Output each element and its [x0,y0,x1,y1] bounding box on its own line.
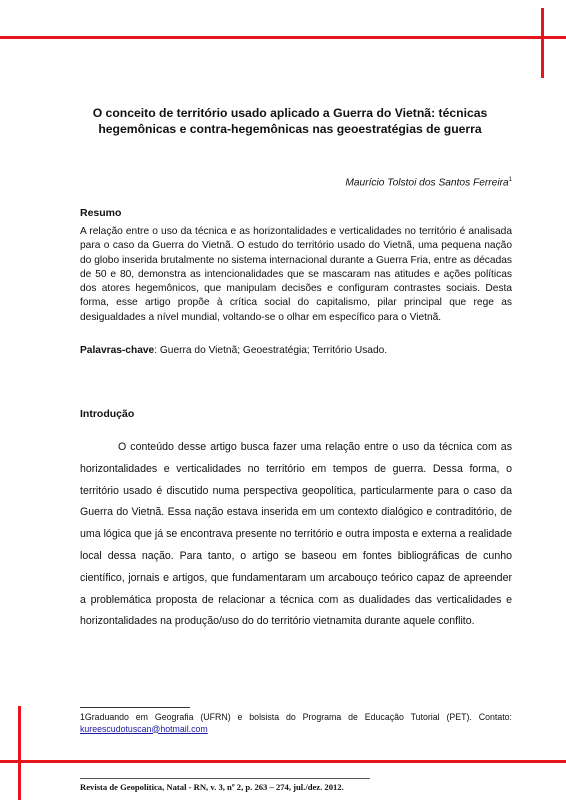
abstract-text: A relação entre o uso da técnica e as horizontalidades e verticalidades no território é analisada para o caso da Guerra do Vietnã. O estudo do território usado do Vietnã, uma pequena nação do globo inserida brutalmente no sistema internacional durante a Guerra Fria, entre as décadas de 50 e 80, demonstra as intencionalidades que se mascaram nas atitudes e ações políticas dos atores hegemônicos, que manipulam decisões e configuram contrastes sociais. Desta forma, esse artigo propõe à crítica social do capitalismo, pilar principal que rege as desigualdades a nível mundial, voltando-se o olhar em específico para o Vietnã. [80,226,512,323]
top-right-tick [541,8,544,78]
author-line [300,177,512,188]
author-name: Maurício Tolstoi dos Santos Ferreira [345,177,509,189]
footnote-email-link[interactable]: kureescudotuscan@hotmail.com [80,723,208,734]
keywords-label: Palavras-chave [80,345,155,356]
bottom-left-tick [18,706,21,800]
footnote-separator [80,707,190,708]
keywords-text: : Guerra do Vietnã; Geoestratégia; Território Usado. [154,345,388,356]
footnote [80,712,512,735]
introduction-heading: Introdução [80,408,135,420]
keywords [80,345,512,356]
introduction-text: O conteúdo desse artigo busca fazer uma relação entre o uso da técnica com as horizontalidades e verticalidades no território em tempos de guerra. Dessa forma, o território usado é discutido numa perspectiva geopolítica, particularmente para o caso da Guerra do Vietnã. Essa nação estava inserida em um contexto dialógico e contraditório, de uma lógica que já se encontrava presente no território e outra imposta e externa a realidade local dessa nação. Para tanto, o artigo se baseou em fontes bibliográficas de cunho científico, jornais e artigos, que fundamentaram um arcabouço teórico capaz de apreender a problemática proposta de relacionar a técnica com as dualidades das verticalidades e horizontalidades na produção/uso do do território vietnamita durante aquele conflito. [80,441,512,628]
abstract-heading: Resumo [80,207,122,219]
top-rule [0,36,566,39]
bottom-rule [0,760,566,763]
paper-title: O conceito de território usado aplicado a Guerra do Vietnã: técnicas hegemônicas e contra-hegemônicas nas geoestratégias de guerra [92,106,488,136]
footnote-mark: 1 [80,712,85,722]
footer-separator [80,778,370,779]
footnote-text: Graduando em Geografia (UFRN) e bolsista do Programa de Educação Tutorial (PET). Contato: [84,712,512,722]
author-footnote-mark: 1 [508,177,512,183]
journal-footer: Revista de Geopolítica, Natal - RN, v. 3, nº 2, p. 263 – 274, jul./dez. 2012. [80,782,344,792]
